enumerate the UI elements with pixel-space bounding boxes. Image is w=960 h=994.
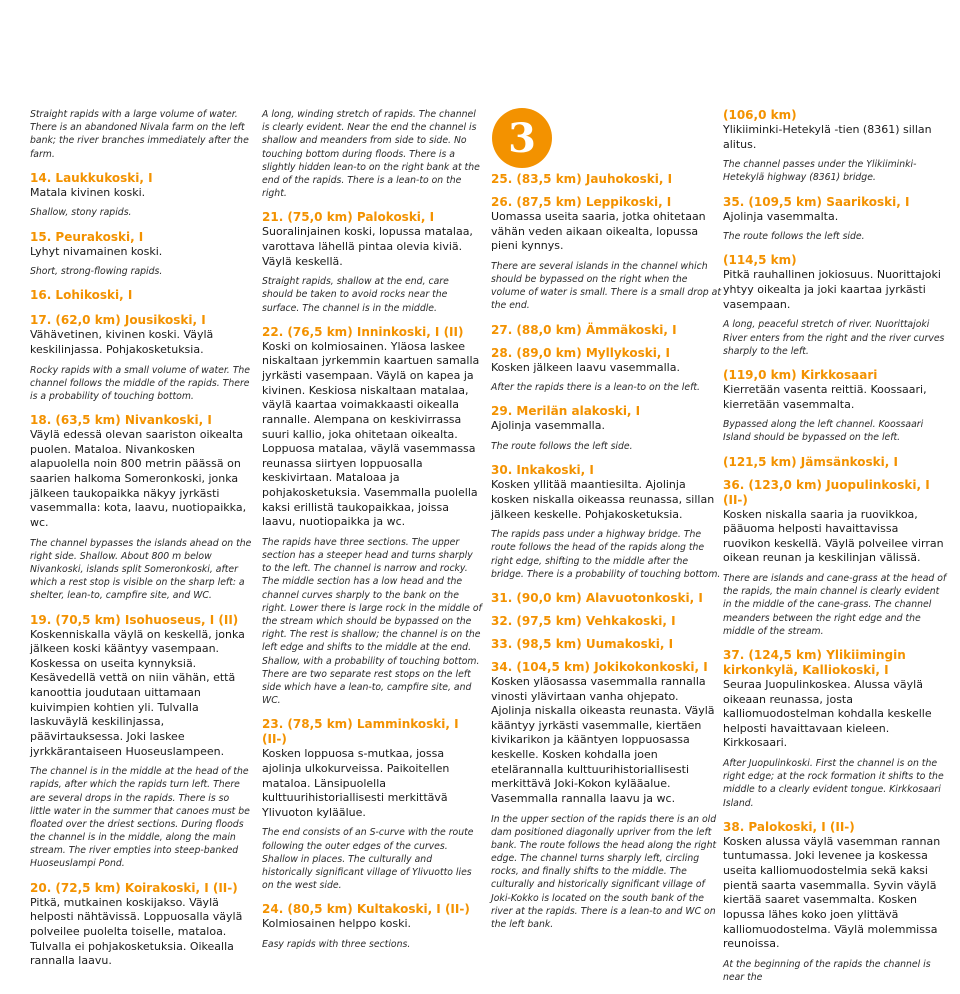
rapid-heading: 34. (104,5 km) Jokikokonkoski, I bbox=[491, 659, 708, 674]
paragraph-fi: Suoralinjainen koski, lopussa matalaa, varottava lähellä pintaa olevia kiviä. Väylä keskellä. bbox=[262, 225, 473, 268]
rapid-heading: 38. Palokoski, I (II-) bbox=[723, 819, 855, 834]
section-number-badge: 3 bbox=[492, 108, 552, 168]
paragraph-fi: Matala kivinen koski. bbox=[30, 185, 146, 199]
paragraph-fi: Kosken loppuosa s-mutkaa, jossa ajolinja ulkokurveissa. Paikoitellen mataloa. Länsipuolella kulttuurihistoriallisesti merkittävä Ylivuoton kyläälue. bbox=[262, 747, 450, 819]
paragraph-en: Shallow, stony rapids. bbox=[30, 207, 132, 219]
paragraph-en: Straight rapids, shallow at the end, care should be taken to avoid rocks near the surface. The channel is in the middle. bbox=[262, 276, 449, 314]
paragraph-fi: Uomassa useita saaria, jotka ohitetaan vähän veden aikaan oikealta, lopussa pieni kynnys. bbox=[491, 210, 706, 253]
paragraph-en: After Juopulinkoski. First the channel is on the right edge; at the rock formation it shifts to the middle to a clearly evident tongue. Kirkkosaari Island. bbox=[723, 758, 944, 809]
paragraph-en: In the upper section of the rapids there is an old dam positioned diagonally upriver from the left bank. The route follows the head along the right edge. The channel turns sharply left, circling rocks, and finally shifts to the middle. The culturally and historically significant village of Joki-Kokko is located on the south bank of the river at the rapids. There is a lean-to and WC on the left bank. bbox=[491, 813, 717, 930]
rapid-heading: 21. (75,0 km) Palokoski, I bbox=[262, 210, 435, 225]
paragraph-fi: Kierretään vasenta reittiä. Koossaari, kierretään vasemmalta. bbox=[723, 382, 927, 411]
paragraph-fi: Kosken alussa väylä vasemman rannan tuntumassa. Joki levenee ja koskessa useita kalliomuodostelmia sekä kaksi pientä saarta vasemmalla. Syvin väylä kiertää saaret vasemmalta. Kosken lopussa lähes koko joen ylittävä kalliomuodostelma. Väylä molemmissa reunoissa. bbox=[723, 834, 941, 951]
paragraph-fi: Koski on kolmiosainen. Yläosa laskee niskaltaan jyrkemmin kaartuen samalla jyrkästi vasempaan. Väylä on kapea ja kivinen. Keskiosa niskaltaan matalaa, väylä kaartaa voimakkaasti oikealla rannalle. Alempana on keskivirrassa suuri kallio, joka ohitetaan oikealta. Loppuosa matalaa, väylä vasemmassa reunassa siirtyen loppuosalla keskivirtaan. Mataloaa ja pohjakosketuksia. Vasemmalla puolella kaksi erillistä taukopaikkaa, joissa laavu, nuotiopaikka ja wc. bbox=[262, 339, 480, 529]
paragraph-fi: Koskenniskalla väylä on keskellä, jonka jälkeen koski kääntyy vasempaan. Koskessa on useita kynnyksiä. Kesävedellä vettä on niin vähän, että kanoottia joudutaan uittamaan kuivimpien kohtien yli. Tulvalla laskuväylä keskilinjassa, päävirtauksessa. Joki laskee jyrkkärantaiseen Huoseuslampeen. bbox=[30, 627, 245, 758]
paragraph-en: The channel passes under the Ylikiiminki-Hetekylä highway (8361) bridge. bbox=[723, 159, 917, 184]
rapid-heading: 28. (89,0 km) Myllykoski, I bbox=[491, 345, 671, 360]
column-1 bbox=[30, 108, 252, 979]
paragraph-fi: Ajolinja vasemmalla. bbox=[491, 419, 605, 433]
rapid-heading: 23. (78,5 km) Lamminkoski, I (II-) bbox=[262, 717, 459, 747]
paragraph-fi: Kolmiosainen helppo koski. bbox=[262, 917, 412, 931]
rapid-heading: 30. Inkakoski, I bbox=[491, 463, 594, 478]
column-4 bbox=[723, 108, 949, 994]
paragraph-en: The channel bypasses the islands ahead on the right side. Shallow. About 800 m below Nivankoski, islands split Someronkoski, after which a rest stop is visible on the sharp left: a shelter, lean-to, campfire site, and WC. bbox=[30, 537, 252, 602]
paragraph-en: The rapids have three sections. The upper section has a steeper head and turns sharply to the left. The channel is narrow and rocky. The middle section has a low head and the channel curves sharply to the bank on the right. Lower there is large rock in the middle of the stream which should be bypassed on the right. The rest is shallow; the channel is on the left edge and shifts to the middle at the end. Shallow, with a probability of touching bottom. There are two separate rest stops on the left side which have a lean-to, campfire site, and WC. bbox=[262, 536, 482, 707]
column-2 bbox=[262, 108, 482, 961]
rapid-heading: 26. (87,5 km) Leppikoski, I bbox=[491, 195, 672, 209]
paragraph-fi: Vähävetinen, kivinen koski. Väylä keskilinjassa. Pohjakosketuksia. bbox=[30, 328, 214, 356]
paragraph-fi: Kosken yllitää maantiesilta. Ajolinja kosken niskalla oikeassa reunassa, sillan jälkeen keskelle. Pohjakosketuksia. bbox=[491, 478, 715, 521]
paragraph-fi: Kosken niskalla saaria ja ruovikkoa, pääuoma helposti havaittavissa ruovikon keskellä. Väylä polveilee virran oikean reunan ja keskilinjan välissä. bbox=[723, 507, 944, 565]
paragraph-en: The route follows the left side. bbox=[723, 231, 865, 243]
paragraph-fi: Kosken jälkeen laavu vasemmalla. bbox=[491, 360, 680, 374]
paragraph-en: Bypassed along the left channel. Koossaari Island should be bypassed on the left. bbox=[723, 419, 924, 444]
rapid-heading: 18. (63,5 km) Nivankoski, I bbox=[30, 413, 212, 428]
rapid-heading: 16. Lohikoski, I bbox=[30, 288, 133, 303]
rapid-heading: 22. (76,5 km) Inninkoski, I (II) bbox=[262, 324, 464, 339]
rapid-heading: 35. (109,5 km) Saarikoski, I bbox=[723, 194, 910, 209]
paragraph-en: Short, strong-flowing rapids. bbox=[30, 266, 163, 278]
rapid-heading: 20. (72,5 km) Koirakoski, I (II-) bbox=[30, 880, 238, 895]
paragraph-en: A long, winding stretch of rapids. The channel is clearly evident. Near the end the channel is shallow and meanders from side to side. No touching bottom during floods. There is a slightly hidden lean-to on the right bank at the end of the rapids. There is a lean-to on the right. bbox=[262, 109, 480, 200]
rapid-heading: 27. (88,0 km) Ämmäkoski, I bbox=[491, 322, 677, 337]
rapid-heading: (121,5 km) Jämsänkoski, I bbox=[723, 454, 898, 469]
paragraph-en: The channel is in the middle at the head of the rapids, after which the rapids turn left. There are several drops in the rapids. There is so little water in the summer that canoes must be floated over the driest sections. During floods the channel is in the middle, along the main stream. The river empties into steep-banked Huoseuslampi Pond. bbox=[30, 766, 250, 870]
paragraph-en: The route follows the left side. bbox=[491, 441, 633, 453]
rapid-heading: 29. Merilän alakoski, I bbox=[491, 404, 641, 419]
rapid-heading: 17. (62,0 km) Jousikoski, I bbox=[30, 313, 206, 328]
rapid-heading: 32. (97,5 km) Vehkakoski, I bbox=[491, 613, 676, 628]
rapid-heading: 24. (80,5 km) Kultakoski, I (II-) bbox=[262, 902, 470, 917]
rapid-heading: (114,5 km) bbox=[723, 253, 797, 268]
paragraph-fi: Pitkä rauhallinen jokiosuus. Nuorittajoki yhtyy oikealta ja joki kaartaa jyrkästi vasempaan. bbox=[723, 268, 941, 311]
rapid-heading: 36. (123,0 km) Juopulinkoski, I (II-) bbox=[723, 477, 930, 507]
rapid-heading: 33. (98,5 km) Uumakoski, I bbox=[491, 636, 674, 651]
paragraph-en: At the beginning of the rapids the channel is near the bbox=[723, 958, 931, 983]
paragraph-fi: Lyhyt nivamainen koski. bbox=[30, 244, 163, 258]
rapid-heading: 37. (124,5 km) Ylikiimingin kirkonkylä, Kalliokoski, I bbox=[723, 647, 906, 677]
paragraph-fi: Ajolinja vasemmalta. bbox=[723, 209, 839, 223]
paragraph-en: Rocky rapids with a small volume of water. The channel follows the middle of the rapids. There is a probability of touching bottom. bbox=[30, 364, 251, 402]
rapid-heading: 25. (83,5 km) Jauhokoski, I bbox=[491, 172, 673, 186]
paragraph-en: The rapids pass under a highway bridge. The route follows the head of the rapids along the right edge, shifting to the middle after the bridge. There is a probability of touching bottom. bbox=[491, 529, 721, 580]
rapid-heading: 14. Laukkukoski, I bbox=[30, 170, 153, 185]
paragraph-en: There are islands and cane-grass at the head of the rapids, the main channel is clearly evident in the middle of the cane-grass. The channel meanders between the right edge and the middle of the stream. bbox=[723, 573, 947, 637]
rapid-heading: (119,0 km) Kirkkosaari bbox=[723, 367, 878, 382]
rapid-heading: 15. Peurakoski, I bbox=[30, 229, 144, 244]
rapid-heading: 31. (90,0 km) Alavuotonkoski, I bbox=[491, 590, 703, 605]
header-band bbox=[0, 0, 960, 90]
paragraph-fi: Kosken yläosassa vasemmalla rannalla vinosti ylävirtaan vanha ohjepato. Ajolinja niskalla oikeasta reunasta. Väylä kääntyy jyrkästi vasemmalle, kiertäen kivikarikon ja kääntyen loppuosassa keskelle. Kosken kohdalla joen etelärannalla kulttuurihistoriallisesti merkittävä Joki-Kokon kylääalue. Vasemmalla rannalla laavu ja wc. bbox=[491, 674, 715, 805]
column-3 bbox=[491, 108, 721, 941]
paragraph-fi: Ylikiiminki-Hetekylä -tien (8361) sillan alitus. bbox=[723, 123, 932, 151]
paragraph-en: The end consists of an S-curve with the route following the outer edges of the curves. Shallow in places. The culturally and historically significant village of Ylivuotto lies on the west side. bbox=[262, 827, 474, 892]
paragraph-en: Easy rapids with three sections. bbox=[262, 939, 411, 950]
paragraph-fi: Seuraa Juopulinkoskea. Alussa väylä oikeaan reunassa, josta kalliomuodostelman kohdalla keskelle helposti havaittavaan kieleen. Kirkkosaari. bbox=[723, 677, 932, 750]
paragraph-fi: Väylä edessä olevan saariston oikealta puolen. Mataloa. Nivankosken alapuolella noin 800 metrin päässä on saarien halkoma Someronkoski, jonka jälkeen taukopaikka näkyy jyrkästi vasemmalla: kota, laavu, nuotiopaikka, wc. bbox=[30, 428, 247, 529]
paragraph-en: There are several islands in the channel which should be bypassed on the right when the volume of water is small. There is a small drop at the end. bbox=[491, 260, 721, 312]
paragraph-en: After the rapids there is a lean-to on the left. bbox=[491, 382, 700, 394]
rapid-heading: 19. (70,5 km) Isohuoseus, I (II) bbox=[30, 612, 239, 627]
paragraph-en: Straight rapids with a large volume of water. There is an abandoned Nivala farm on the left bank; the river branches immediately after the farm. bbox=[30, 109, 249, 160]
paragraph-en: A long, peaceful stretch of river. Nuorittajoki River enters from the right and the river curves sharply to the left. bbox=[723, 319, 945, 357]
paragraph-fi: Pitkä, mutkainen koskijakso. Väylä helposti nähtävissä. Loppuosalla väylä polveilee puolelta toiselle, mataloa. Tulvalla ei pohjakosketuksia. Oikealla rannalla laavu. bbox=[30, 895, 243, 968]
rapid-heading: (106,0 km) bbox=[723, 108, 797, 122]
